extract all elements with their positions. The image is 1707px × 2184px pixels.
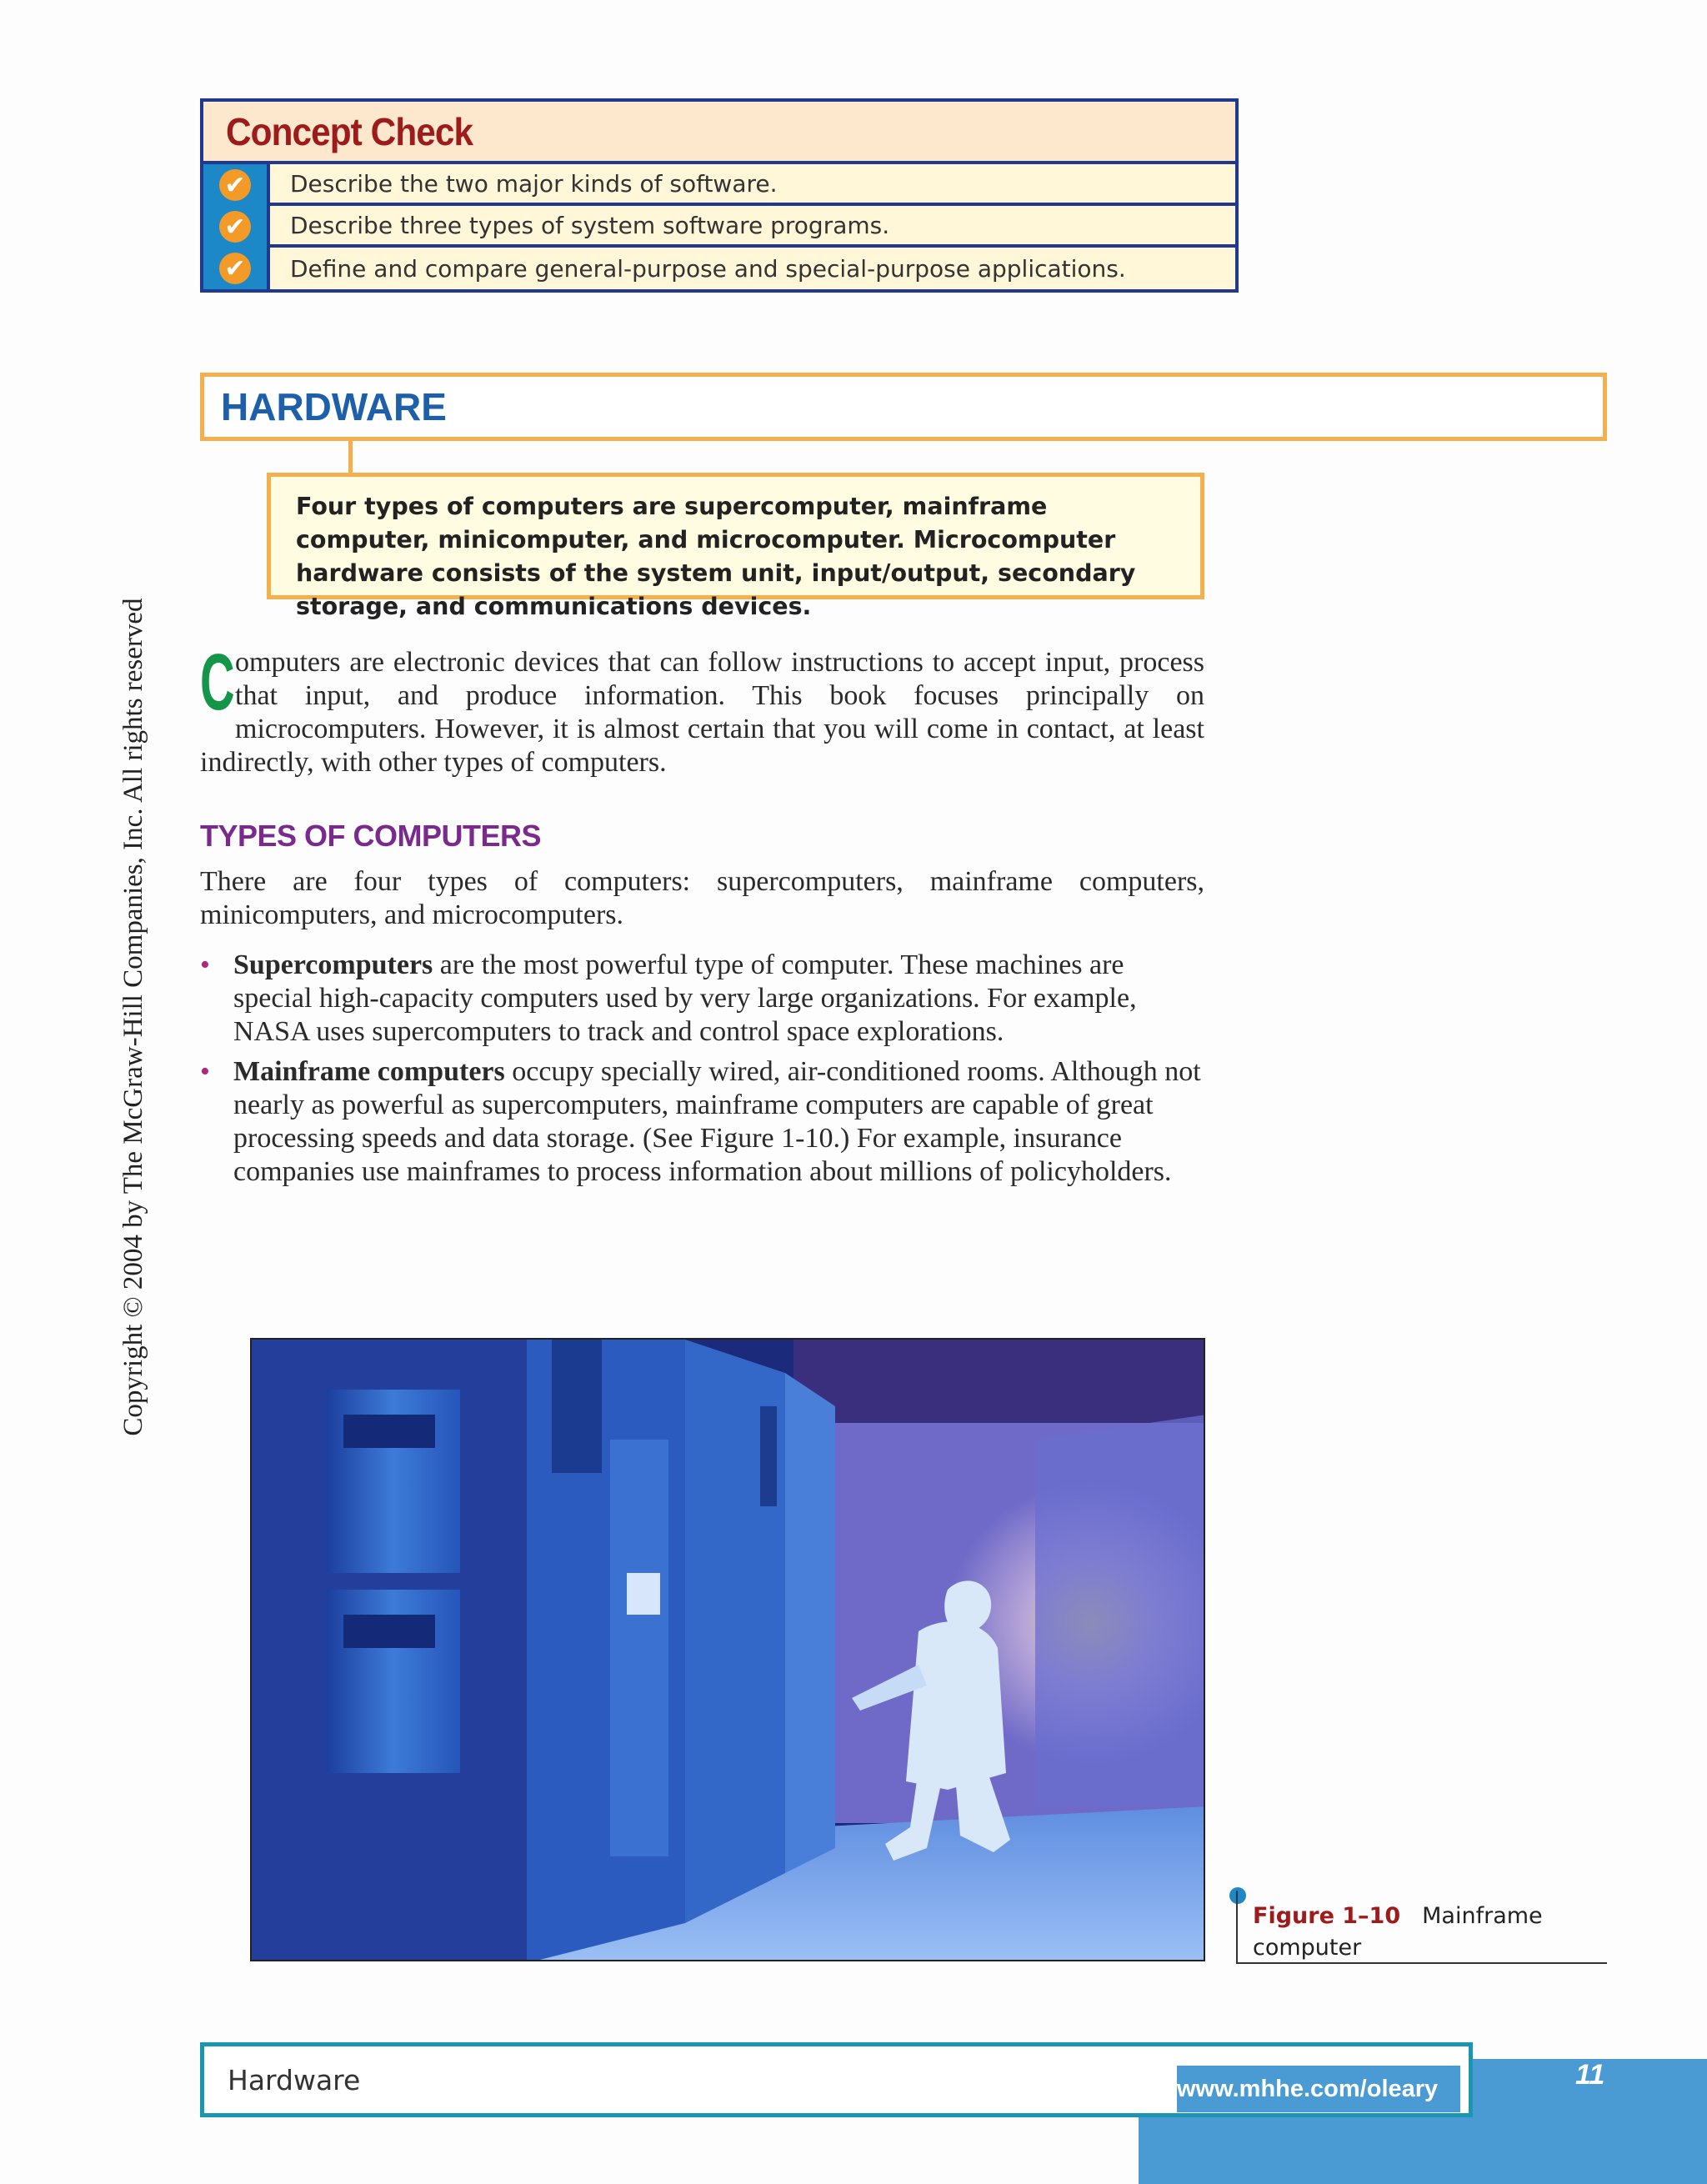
mainframe-photo (250, 1338, 1205, 1961)
checkmark-icon: ✔ (219, 169, 251, 201)
section-heading: HARDWARE (221, 385, 447, 428)
list-item (200, 949, 1204, 1049)
drop-cap: C (200, 638, 235, 727)
section-heading-box (200, 373, 1607, 441)
checkmark-icon: ✔ (219, 253, 251, 284)
page-number: 11 (1575, 2059, 1605, 2091)
types-paragraph: There are four types of computers: supercomputers, mainframe computers, minicomputers, and microcomputers. (200, 866, 1204, 930)
list-item (200, 1055, 1204, 1189)
intro-text: omputers are electronic devices that can follow instructions to accept input, process that input, and produce information. This book focuses principally on microcomputers. However, it is almost certain that you will come in contact, at least indirectly, with other types of computers. (200, 647, 1204, 778)
bullet-text: occupy specially wired, air-conditioned rooms. Although not nearly as powerful as supercomputers, mainframe computers are capable of great processing speeds and data storage. (See Figure 1-10.) For example, insurance companies use mainframes to process information about millions of policyholders. (233, 1056, 1201, 1187)
footer-section-label: Hardware (228, 2063, 361, 2096)
concept-check-item: Describe three types of system software programs. (270, 206, 1235, 248)
intro-paragraph (200, 638, 1204, 779)
footer-url[interactable]: www.mhhe.com/oleary (1177, 2066, 1460, 2112)
bullet-term: Supercomputers (233, 949, 433, 980)
checkmark-icon: ✔ (219, 211, 251, 243)
section-summary: Four types of computers are supercomputer, mainframe computer, minicomputer, and microcomputer. Microcomputer hardware consists of the system unit, input/output, secondary storage, and communications devices. (267, 473, 1204, 599)
concept-check-box (200, 98, 1239, 293)
bullet-list (200, 949, 1204, 1195)
concept-check-item: Define and compare general-purpose and special-purpose applications. (290, 254, 1126, 283)
copyright-notice: Copyright © 2004 by The McGraw-Hill Companies, Inc. All rights reserved (118, 598, 148, 1436)
connector-line (348, 441, 353, 474)
concept-check-item: Describe the two major kinds of software. (270, 164, 1235, 206)
bullet-term: Mainframe computers (233, 1056, 505, 1087)
bullet-text: are the most powerful type of computer. These machines are special high-capacity computers used by very large organizations. For example, NASA uses supercomputers to track and control space explorations. (233, 949, 1137, 1047)
figure-caption (1236, 1891, 1607, 1964)
figure-label: Figure 1–10 (1253, 1903, 1401, 1929)
concept-check-header (203, 102, 1235, 164)
figure-caption-text: Mainframe computer (1253, 1903, 1543, 1961)
concept-check-title: Concept Check (226, 109, 473, 153)
subheading: TYPES OF COMPUTERS (200, 819, 542, 853)
